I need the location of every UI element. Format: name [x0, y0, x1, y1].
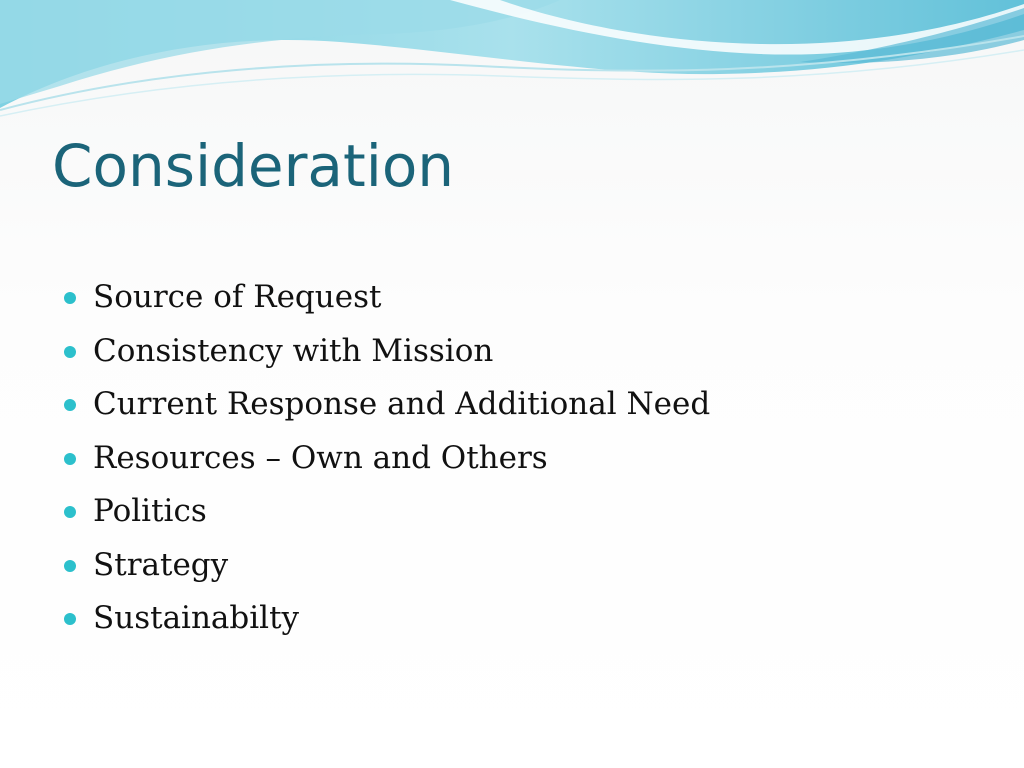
- bullet-item-source-of-request: [64, 271, 710, 325]
- header-wave-decoration: [0, 0, 1024, 130]
- bullet-text: Sustainabilty: [93, 600, 300, 636]
- bullet-text: Current Response and Additional Need: [93, 386, 711, 422]
- bullet-item-current-response: [64, 378, 710, 432]
- bullet-text: Politics: [93, 493, 207, 529]
- slide-title: Consideration: [52, 132, 455, 200]
- bullet-item-politics: [64, 485, 710, 539]
- bullet-text: Source of Request: [93, 279, 382, 315]
- bullet-marker-icon: [64, 613, 76, 625]
- bullet-item-resources: [64, 432, 710, 486]
- bullet-list: [64, 271, 710, 646]
- bullet-marker-icon: [64, 506, 76, 518]
- bullet-item-sustainability: [64, 592, 710, 646]
- bullet-marker-icon: [64, 292, 76, 304]
- bullet-marker-icon: [64, 346, 76, 358]
- bullet-item-strategy: [64, 539, 710, 593]
- bullet-marker-icon: [64, 560, 76, 572]
- bullet-text: Consistency with Mission: [93, 332, 494, 369]
- bullet-text: Resources – Own and Others: [93, 439, 548, 476]
- bullet-marker-icon: [64, 399, 76, 411]
- bullet-item-consistency-with-mission: [64, 325, 710, 379]
- bullet-marker-icon: [64, 453, 76, 465]
- bullet-text: Strategy: [93, 546, 229, 583]
